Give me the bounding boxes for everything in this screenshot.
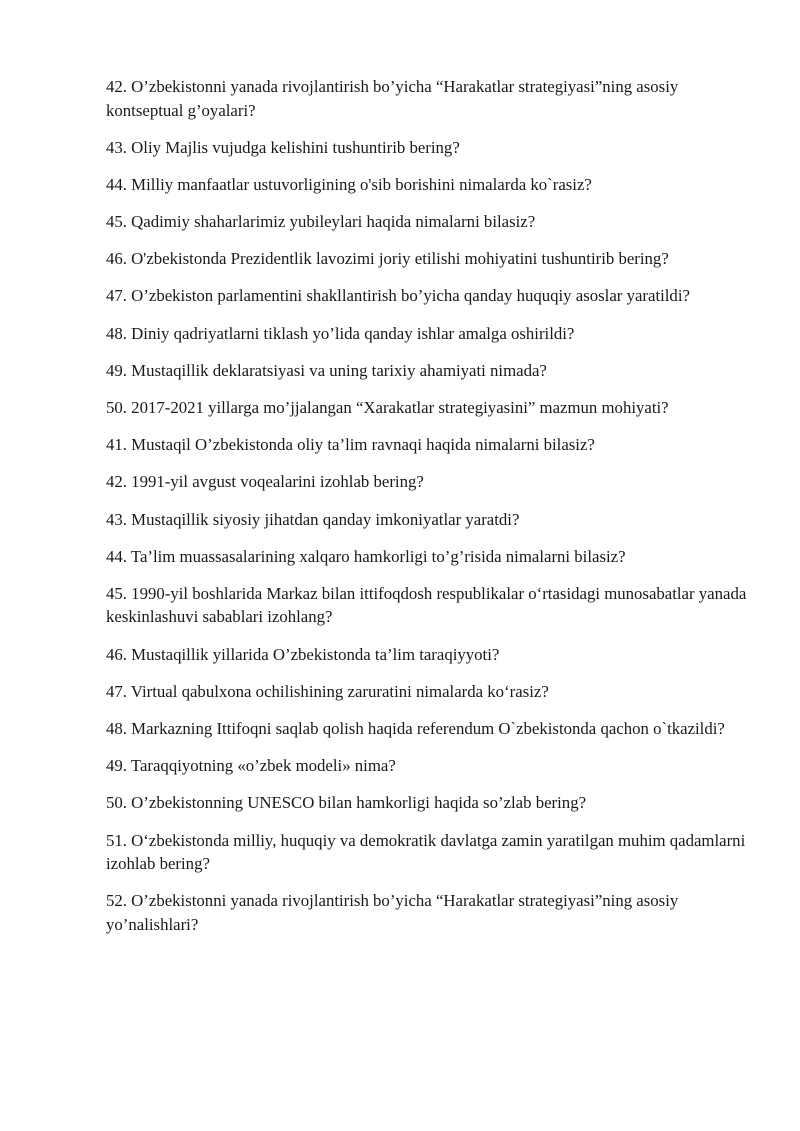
question-item: 47. Virtual qabulxona ochilishining zaruratini nimalarda ko‘rasiz? xyxy=(106,681,549,701)
question-item: 43. Oliy Majlis vujudga kelishini tushuntirib bering? xyxy=(106,137,460,157)
question-item: 52. O’zbekistonni yanada rivojlantirish bo’yicha “Harakatlar strategiyasi”ning asosiy yo’nalishlari? xyxy=(106,891,679,934)
question-item: 48. Markazning Ittifoqni saqlab qolish haqida referendum O`zbekistonda qachon o`tkazildi? xyxy=(106,719,725,738)
question-item: 42. 1991-yil avgust voqealarini izohlab bering? xyxy=(106,472,424,492)
question-item: 43. Mustaqillik siyosiy jihatdan qanday imkoniyatlar yaratdi? xyxy=(106,509,520,529)
question-list xyxy=(106,75,756,950)
question-item: 47. O’zbekiston parlamentini shakllantirish bo’yicha qanday huquqiy asoslar yaratildi? xyxy=(106,286,690,306)
question-item: 41. Mustaqil O’zbekistonda oliy ta’lim ravnaqi haqida nimalarni bilasiz? xyxy=(106,435,595,455)
question-item: 45. Qadimiy shaharlarimiz yubileylari haqida nimalarni bilasiz? xyxy=(106,212,536,232)
question-item: 44. Milliy manfaatlar ustuvorligining o'sib borishini nimalarda ko`rasiz? xyxy=(106,174,592,194)
question-item: 49. Mustaqillik deklaratsiyasi va uning tarixiy ahamiyati nimada? xyxy=(106,360,547,380)
question-item: 50. O’zbekistonning UNESCO bilan hamkorligi haqida so’zlab bering? xyxy=(106,793,587,813)
question-item: 44. Ta’lim muassasalarining xalqaro hamkorligi to’g’risida nimalarni bilasiz? xyxy=(106,546,626,566)
question-item: 49. Taraqqiyotning «o’zbek modeli» nima? xyxy=(106,756,396,776)
question-item: 42. O’zbekistonni yanada rivojlantirish bo’yicha “Harakatlar strategiyasi”ning asosiy kontseptual g’oyalari? xyxy=(106,77,679,120)
question-item: 46. O'zbekistonda Prezidentlik lavozimi joriy etilishi mohiyatini tushuntirib bering? xyxy=(106,249,669,269)
question-item: 50. 2017-2021 yillarga mo’jjalangan “Xarakatlar strategiyasini” mazmun mohiyati? xyxy=(106,398,669,417)
question-item: 51. O‘zbekistonda milliy, huquqiy va demokratik davlatga zamin yaratilgan muhim qadamlarni izohlab bering? xyxy=(106,830,746,874)
question-item: 48. Diniy qadriyatlarni tiklash yo’lida qanday ishlar amalga oshirildi? xyxy=(106,323,575,343)
question-item: 45. 1990-yil boshlarida Markaz bilan ittifoqdosh respublikalar o‘rtasidagi munosabatlar yanada keskinlashuvi sabablari izohlang? xyxy=(106,583,747,627)
question-item: 46. Mustaqillik yillarida O’zbekistonda ta’lim taraqiyyoti? xyxy=(106,644,500,664)
